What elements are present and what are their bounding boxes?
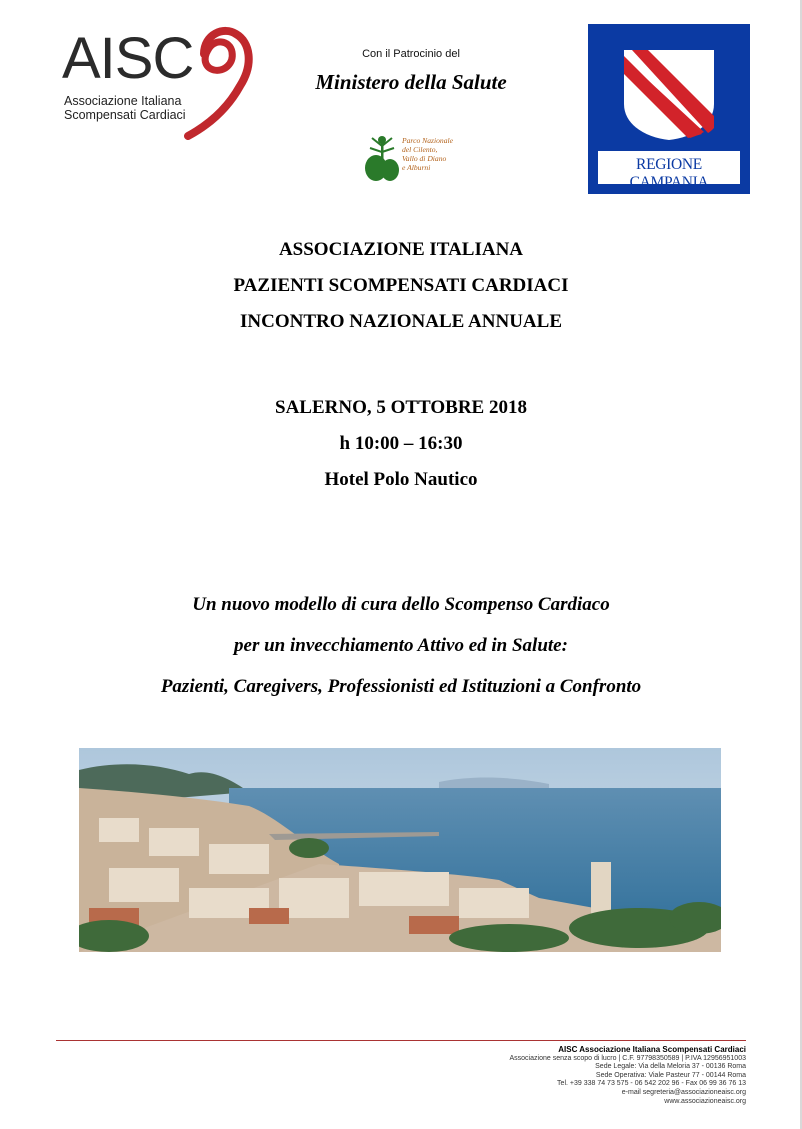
footer-line: Sede Operativa: Viale Pasteur 77 - 00144 Roma [595,1071,746,1079]
aisc-logo [58,22,258,140]
parco-logo-text: Parco Nazionale del Cilento, Vallo di Diano e Alburni [402,136,453,172]
footer-line: Associazione senza scopo di lucro | C.F. 97798350589 | P.IVA 12956951003 [509,1054,746,1062]
parco-logo [362,132,472,186]
patronage-label: Con il Patrocinio del [362,48,460,60]
event-date: SALERNO, 5 OTTOBRE 2018 [275,397,527,418]
salerno-coast-photo [79,748,721,952]
regione-campania-label: REGIONE CAMPANIA [629,156,709,191]
event-subtitle-line: Un nuovo modello di cura dello Scompenso Cardiaco [192,594,610,615]
photo-illustration [79,748,721,952]
event-title-line: PAZIENTI SCOMPENSATI CARDIACI [233,275,569,296]
event-venue: Hotel Polo Nautico [324,469,478,490]
heart-icon [174,24,258,140]
regione-campania-logo [588,24,750,194]
event-title-line: INCONTRO NAZIONALE ANNUALE [240,311,562,332]
event-subtitle [0,584,802,707]
footer-org: AISC Associazione Italiana Scompensati Cardiaci [558,1045,746,1054]
event-subtitle-line: per un invecchiamento Attivo ed in Salute: [234,635,568,656]
event-title-line: ASSOCIAZIONE ITALIANA [278,239,524,260]
event-title [0,232,802,340]
footer-email[interactable]: e-mail segreteria@associazioneaisc.org [621,1088,746,1096]
ministry-name: Ministero della Salute [315,70,507,94]
event-details [0,390,802,498]
footer-divider [56,1040,746,1041]
footer-contact [286,1046,746,1106]
footer-website[interactable]: www.associazioneaisc.org [664,1097,746,1105]
parco-emblem-icon [362,132,402,186]
footer-line: Sede Legale: Via della Meloria 37 - 00136 Roma [595,1063,746,1071]
footer-line: Tel. +39 338 74 73 575 - 06 542 202 96 - Fax 06 99 36 76 13 [557,1080,746,1088]
campania-shield-icon [618,46,720,142]
aisc-logo-letters: AISC [62,26,194,91]
event-time: h 10:00 – 16:30 [339,433,463,454]
event-subtitle-line: Pazienti, Caregivers, Professionisti ed Istituzioni a Confronto [160,676,642,697]
aisc-logo-subtitle: Associazione Italiana Scompensati Cardiaci [64,94,186,122]
